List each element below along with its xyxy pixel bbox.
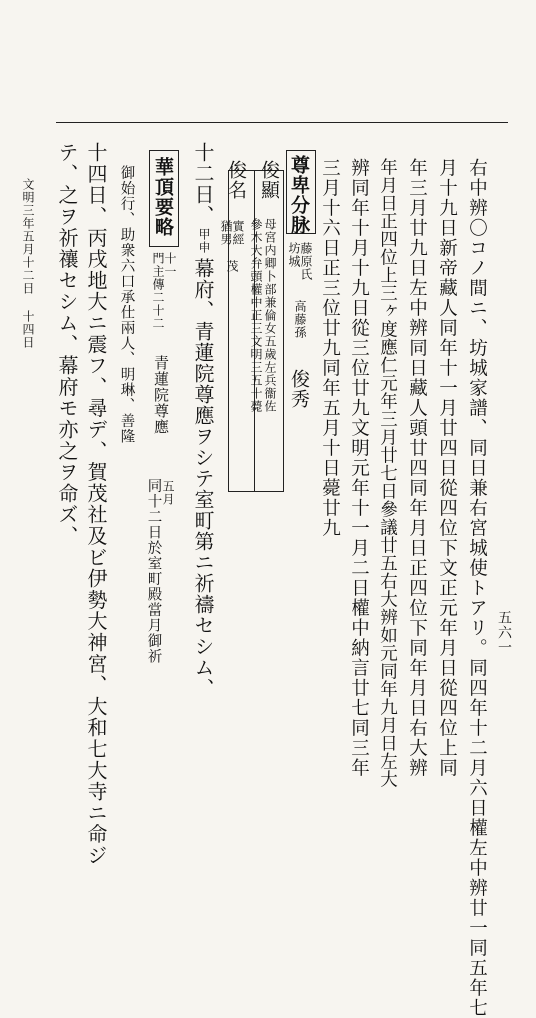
entry-14-line-2: テ、之ヲ祈禳セシム、幕府モ亦之ヲ命ズ、 (55, 142, 79, 547)
text-column-1: 右中辨〇コノ間ニ、坊城家譜、同日兼右宮城使トアリ。同四年十二月六日權左中辨廿一同五年七 (466, 158, 488, 1018)
kacho-text-2: 御始行、助衆六口承仕兩人、明琳、善隆 (118, 165, 135, 444)
entry-12-cyclical: 甲申 (197, 228, 211, 254)
text-column-2: 月十九日新帝藏人同年十一月廿四日從四位下文正元年月日從四位上同 (436, 158, 458, 778)
sonpi-clan-branch: 坊城 (287, 242, 301, 268)
genealogy-note-1: 母宮内卿卜部兼倫女五歲左兵衞佐 (263, 218, 277, 413)
kacho-vol-detail: 門主傳二十二 (151, 252, 165, 330)
entry-14-line-1: 十四日、丙戌地大ニ震フ、尋デ、賀茂社及ビ伊勢大神宮、大和七大寺ニ命ジ (84, 142, 108, 867)
kacho-vol: 十一 (163, 252, 177, 278)
top-rule (56, 122, 508, 123)
running-head: 文明三年五月十二日 十四日 (21, 178, 35, 349)
entry-12-date: 十二日、 (191, 142, 215, 226)
sonpi-title: 尊卑分脉 (288, 155, 310, 235)
page-number: 五六一 (496, 610, 512, 655)
genealogy-head-1: 俊顯 (258, 160, 280, 200)
genealogy-note-2: 參木大弁頭權中正三文明三五十薨 (249, 218, 263, 413)
text-column-5: 辨同年十月十九日從三位廿九文明元年十一月二日權中納言廿七同三年 (348, 158, 370, 778)
kacho-title: 華頂要略 (152, 157, 174, 237)
genealogy-head-2: 俊名 (225, 160, 247, 200)
sonpi-name: 俊秀 (288, 369, 310, 409)
entry-12-text: 幕府、青蓮院尊應ヲシテ室町第ニ祈禱セシム、 (191, 258, 215, 699)
genealogy-sub-3: 茂 (225, 260, 239, 273)
text-column-6: 三月十六日正三位廿九同年五月十日薨廿九 (319, 158, 341, 538)
text-column-4: 年月日正四位上三ヶ度應仁元年三月廿七日參議廿五右大辨如元同年九月日左大 (377, 158, 398, 788)
genealogy-sub-1: 實經 (231, 220, 245, 246)
kacho-text-1: 同十二日於室町殿當月御祈 (145, 478, 162, 664)
kacho-name: 青蓮院尊應 (152, 355, 170, 435)
sonpi-clan: 藤原氏 (299, 242, 313, 281)
kacho-month: 五月 (161, 480, 175, 506)
text-column-3: 年三月廿九日左中辨同日藏人頭廿四同年月日正四位下同年月日右大辨 (406, 158, 428, 778)
sonpi-lineage: 高藤孫 (293, 300, 307, 339)
genealogy-sub-2: 猶男 (219, 220, 233, 246)
